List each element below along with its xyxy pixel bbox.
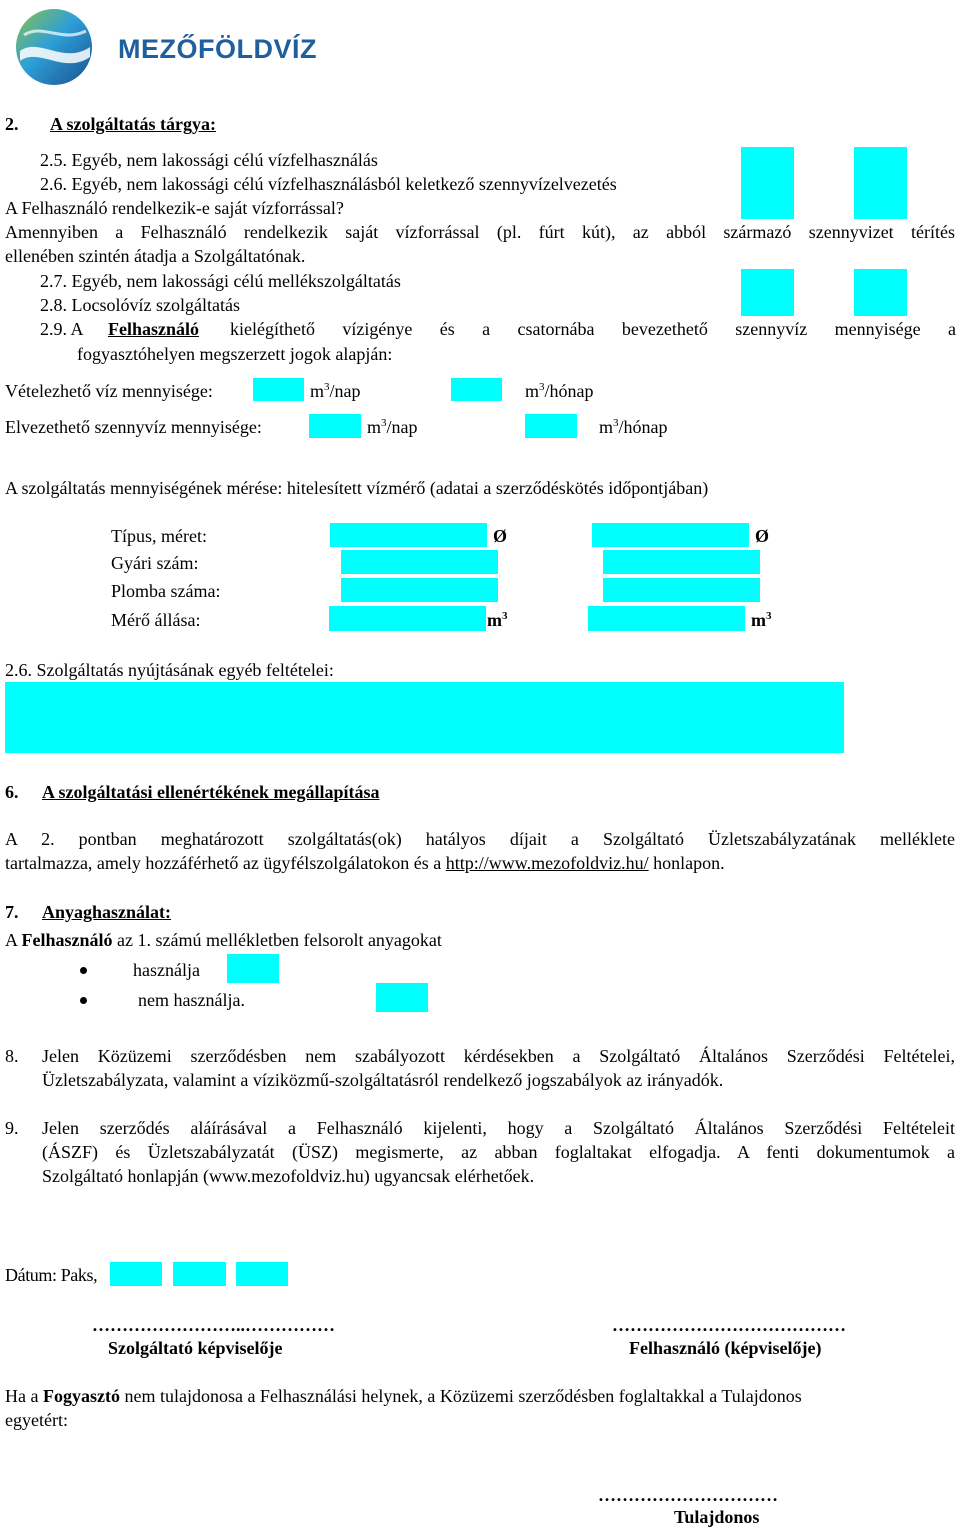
- meter-type-field-2[interactable]: [592, 523, 749, 547]
- sewage-per-month-field[interactable]: [525, 414, 577, 438]
- bullet-2: [80, 997, 87, 1004]
- section-6-title: A szolgáltatási ellenértékének megállapítása: [42, 782, 380, 802]
- item-2-9-text: kielégíthető vízigénye és a csatornába bevezethető szennyvíz mennyisége a: [230, 319, 956, 339]
- date-label: Dátum: Paks,: [5, 1265, 98, 1285]
- item-2-5: 2.5. Egyéb, nem lakossági célú vízfelhasználás: [40, 150, 378, 170]
- section-6-line-1: A 2. pontban meghatározott szolgáltatás(ok) hatályos díjait a Szolgáltató Üzletszabályzatának melléklete: [5, 829, 955, 849]
- meter-reading-field-2[interactable]: [588, 606, 745, 631]
- section-9-line-3: Szolgáltató honlapján (www.mezofoldviz.hu) ugyancsak elérhetőek.: [42, 1166, 535, 1186]
- seal-number-label: Plomba száma:: [111, 581, 221, 601]
- material-option-not-uses: nem használja.: [138, 990, 245, 1010]
- diameter-symbol-1: Ø: [493, 526, 508, 546]
- water-per-month-field[interactable]: [451, 378, 502, 401]
- sewage-per-day-unit: $m^3$/nap: [367, 417, 418, 437]
- metering-intro: A szolgáltatás mennyiségének mérése: hitelesített vízmérő (adatai a szerződéskötés időpontjában): [5, 478, 709, 498]
- logo-globe-icon: [14, 7, 94, 87]
- material-option-uses: használja: [133, 960, 200, 980]
- meter-reading-unit-2: $m^3$: [751, 610, 772, 630]
- sewage-per-day-field[interactable]: [309, 414, 361, 438]
- serial-number-field-2[interactable]: [603, 550, 760, 574]
- section-8-number: 8.: [5, 1046, 19, 1066]
- section-8-line-2: Üzletszabályzata, valamint a víziközmű-szolgáltatásról rendelkező jogszabályok az irányadók.: [42, 1070, 724, 1090]
- water-per-day-unit: $m^3$/nap: [310, 381, 361, 401]
- date-day-field[interactable]: [236, 1262, 288, 1286]
- seal-number-field-1[interactable]: [341, 578, 498, 602]
- website-link[interactable]: http://www.mezofoldviz.hu/: [445, 853, 649, 873]
- user-representative-label: Felhasználó (képviselője): [629, 1338, 822, 1358]
- item-2-9-line-2: fogyasztóhelyen megszerzett jogok alapján:: [77, 344, 393, 364]
- meter-reading-field-1[interactable]: [329, 606, 486, 631]
- item-2-9-number: 2.9. A: [40, 319, 84, 339]
- checkbox-2-5-no[interactable]: [854, 147, 907, 219]
- own-source-line-2: ellenében szintén átadja a Szolgáltatónak.: [5, 246, 306, 266]
- section-6-number: 6.: [5, 782, 19, 802]
- water-quantity-label: Vételezhető víz mennyisége:: [5, 381, 213, 401]
- owner-label: Tulajdonos: [674, 1507, 760, 1527]
- section-8-line-1: Jelen Közüzemi szerződésben nem szabályozott kérdésekben a Szolgáltató Általános Szerződési Feltételei,: [42, 1046, 955, 1066]
- item-2-7: 2.7. Egyéb, nem lakossági célú mellékszolgáltatás: [40, 271, 401, 291]
- signature-line-user: …………………………………: [612, 1315, 846, 1335]
- section-9-line-2: (ÁSZF) és Üzletszabályzatát (ÜSZ) megismerte, az abban foglaltakat elfogadja. A fenti dokumentumok a: [42, 1142, 955, 1162]
- serial-number-field-1[interactable]: [341, 550, 498, 574]
- meter-reading-label: Mérő állása:: [111, 610, 201, 630]
- item-2-8: 2.8. Locsolóvíz szolgáltatás: [40, 295, 240, 315]
- date-year-field[interactable]: [110, 1262, 162, 1286]
- water-per-month-unit: $m^3$/hónap: [525, 381, 594, 401]
- section-7-title: Anyaghasználat:: [42, 902, 172, 922]
- checkbox-2-7-no[interactable]: [854, 269, 907, 316]
- section-9-number: 9.: [5, 1118, 19, 1138]
- signature-line-provider: ……………………..……………: [92, 1315, 335, 1335]
- section-7-line: A Felhasználó az 1. számú mellékletben felsorolt anyagokat: [5, 930, 442, 950]
- logo: [14, 7, 94, 87]
- owner-note-line-2: egyetért:: [5, 1410, 68, 1430]
- checkbox-2-7-yes[interactable]: [741, 269, 794, 316]
- sewage-per-month-unit: $m^3$/hónap: [599, 417, 668, 437]
- brand-name: MEZŐFÖLDVÍZ: [118, 34, 317, 64]
- other-conditions-field[interactable]: [5, 682, 844, 753]
- meter-reading-unit-1: $m^3$: [487, 610, 508, 630]
- seal-number-field-2[interactable]: [603, 578, 760, 602]
- section-2-number: 2.: [5, 114, 19, 134]
- owner-note-line-1: Ha a Fogyasztó nem tulajdonosa a Felhasználási helynek, a Közüzemi szerződésben foglaltakkal a Tulajdonos: [5, 1386, 802, 1406]
- sewage-quantity-label: Elvezethető szennyvíz mennyisége:: [5, 417, 262, 437]
- material-not-uses-checkbox[interactable]: [376, 983, 428, 1012]
- signature-line-owner: …………………………: [598, 1485, 778, 1505]
- own-source-question: A Felhasználó rendelkezik-e saját vízforrással?: [5, 198, 344, 218]
- provider-representative-label: Szolgáltató képviselője: [108, 1338, 283, 1358]
- serial-number-label: Gyári szám:: [111, 553, 199, 573]
- section-6-line-2: tartalmazza, amely hozzáférhető az ügyfélszolgálatokon és a http://www.mezofoldviz.hu/ honlapon.: [5, 853, 725, 873]
- other-conditions-title: 2.6. Szolgáltatás nyújtásának egyéb feltételei:: [5, 660, 334, 680]
- item-2-9-felhasznalo: Felhasználó: [108, 319, 200, 339]
- checkbox-2-5-yes[interactable]: [741, 147, 794, 219]
- material-uses-checkbox[interactable]: [227, 954, 279, 983]
- bullet-1: [80, 967, 87, 974]
- meter-type-label: Típus, méret:: [111, 526, 207, 546]
- date-month-field[interactable]: [173, 1262, 226, 1286]
- section-7-number: 7.: [5, 902, 19, 922]
- section-2-title: A szolgáltatás tárgya:: [50, 114, 216, 134]
- item-2-6: 2.6. Egyéb, nem lakossági célú vízfelhasználásból keletkező szennyvízelvezetés: [40, 174, 617, 194]
- meter-type-field-1[interactable]: [330, 523, 487, 547]
- section-9-line-1: Jelen szerződés aláírásával a Felhasználó kijelenti, hogy a Szolgáltató Általános Szerződési Feltételeit: [42, 1118, 955, 1138]
- own-source-line-1: Amennyiben a Felhasználó rendelkezik saját vízforrással (pl. fúrt kút), az abból származó szennyvizet térítés: [5, 222, 955, 242]
- water-per-day-field[interactable]: [253, 378, 304, 401]
- diameter-symbol-2: Ø: [755, 526, 770, 546]
